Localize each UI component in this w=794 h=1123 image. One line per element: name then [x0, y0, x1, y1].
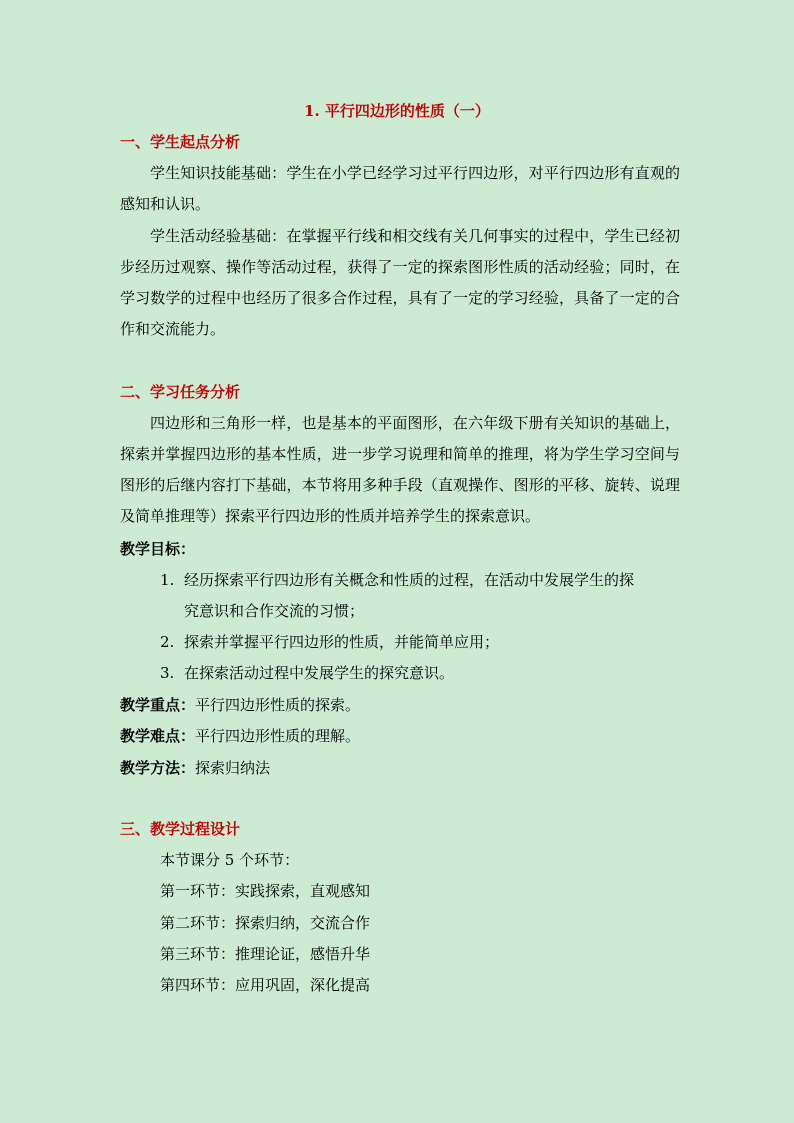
section-heading-process-design: 三、教学过程设计: [120, 820, 241, 838]
paragraph-knowledge-basis: 学生知识技能基础：学生在小学已经学习过平行四边形，对平行四边形有直观的感知和认识。: [120, 164, 680, 213]
goal-number: 2.: [160, 633, 175, 651]
section-heading-student-analysis: 一、学生起点分析: [120, 133, 241, 151]
section-heading-task-analysis: 二、学习任务分析: [120, 383, 241, 401]
goal-text: 经历探索平行四边形有关概念和性质的过程，在活动中发展学生的探: [184, 571, 635, 589]
paragraph-task-analysis: 四边形和三角形一样，也是基本的平面图形，在六年级下册有关知识的基础上，探索并掌握四边形的基本性质，进一步学习说理和简单的推理，将为学生学习空间与图形的后继内容打下基础，本节将用多种手段（直观操作、图形的平移、旋转、说理及简单推理等）探索平行四边形的性质并培养学生的探索意识。: [120, 414, 680, 525]
goal-item-3: [160, 658, 680, 689]
teaching-difficulty-label: 教学难点：: [120, 727, 196, 745]
teaching-method: [120, 757, 270, 779]
teaching-method-label: 教学方法：: [120, 759, 196, 777]
teaching-key-point-text: 平行四边形性质的探索。: [195, 696, 361, 714]
goal-text: 探索并掌握平行四边形的性质，并能简单应用；: [184, 633, 500, 651]
goal-item-2: [160, 627, 680, 658]
goal-number: 3.: [160, 664, 175, 682]
teaching-goals-label-text: 教学目标：: [120, 540, 196, 558]
teaching-difficulty-text: 平行四边形性质的理解。: [195, 727, 361, 745]
stage-item-2: 第二环节：探索归纳，交流合作: [160, 914, 371, 932]
teaching-goals-label: [120, 538, 195, 560]
teaching-key-point-label: 教学重点：: [120, 696, 196, 714]
stage-item-3: 第三环节：推理论证，感悟升华: [160, 945, 371, 963]
goal-item-1: [160, 565, 680, 627]
goal-number: 1.: [160, 571, 175, 589]
teaching-method-text: 探索归纳法: [195, 759, 271, 777]
stage-item-4: 第四环节：应用巩固，深化提高: [160, 976, 371, 994]
stages-intro: 本节课分 5 个环节：: [160, 851, 300, 869]
document-title: 1. 平行四边形的性质（一）: [304, 102, 490, 120]
stage-item-1: 第一环节：实践探索，直观感知: [160, 882, 371, 900]
teaching-key-point: [120, 694, 360, 716]
goal-text: 在探索活动过程中发展学生的探究意识。: [184, 664, 455, 682]
teaching-difficulty: [120, 725, 360, 747]
goal-text-continued: 究意识和合作交流的习惯；: [184, 602, 365, 620]
paragraph-activity-experience: 学生活动经验基础：在掌握平行线和相交线有关几何事实的过程中，学生已经初步经历过观察、操作等活动过程，获得了一定的探索图形性质的活动经验；同时，在学习数学的过程中也经历了很多合作过程，具有了一定的学习经验，具备了一定的合作和交流能力。: [120, 227, 680, 338]
